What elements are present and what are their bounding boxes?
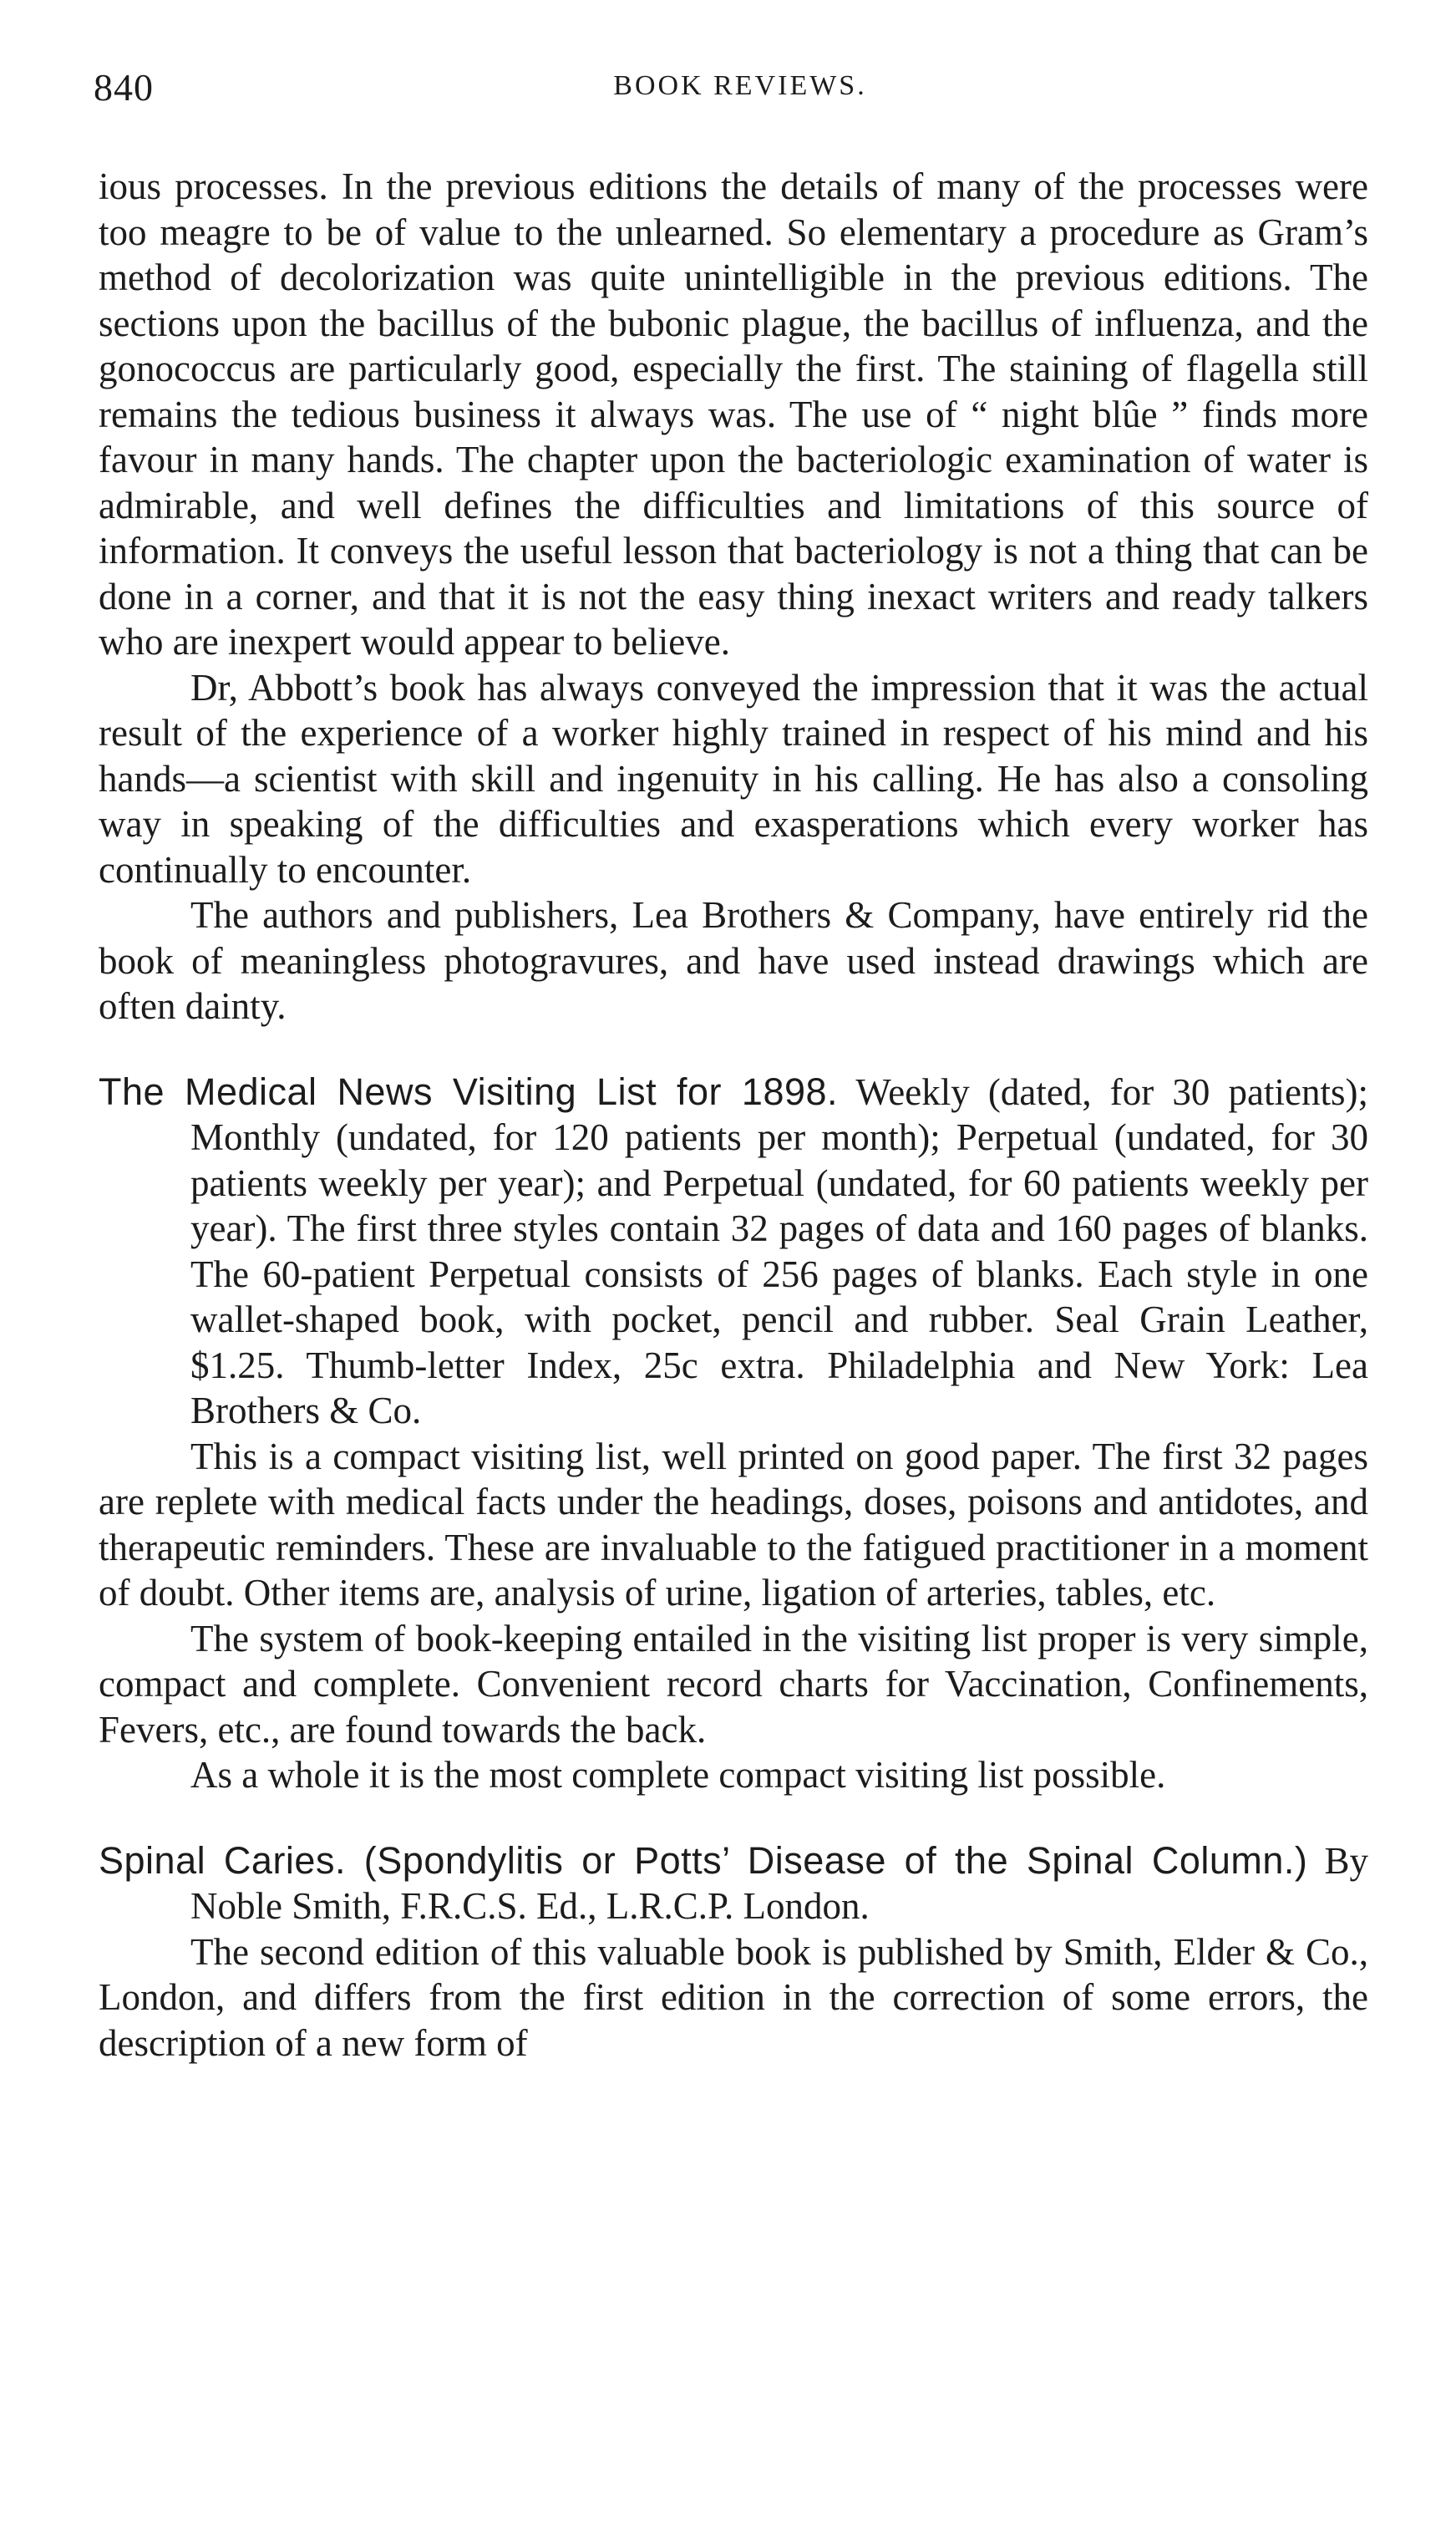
running-title: BOOK REVIEWS. [613, 70, 867, 101]
review-medical-news-visiting-list [99, 1070, 1368, 1798]
book-citation: Weekly (dated, for 30 patients); Monthly (undated, for 120 patients per month); Perpetual (undated, for 30 patients weekly per year); and Perpetual (undated, for 60 patients weekly per year). The first three styles contain 32 pages of data and 160 pages of blanks. The 60-patient Perpetual consists of 256 pages of blanks. Each style in one wallet-shaped book, with pocket, pencil and rubber. Seal Grain Leather, $1.25. Thumb-letter Index, 25c extra. Philadelphia and New York: Lea Brothers & Co. [190, 1070, 1368, 1431]
book-citation: By Noble Smith, F.R.C.S. Ed., L.R.C.P. London. [190, 1839, 1368, 1927]
body-paragraph: The system of book-keeping entailed in the visiting list proper is very simple, compact and complete. Convenient record charts for Vaccination, Confinements, Fevers, etc., are found towards the back. [99, 1617, 1368, 1751]
review-spinal-caries [99, 1838, 1368, 2066]
previous-review-continuation [99, 164, 1368, 1029]
review-heading [99, 1838, 1368, 1929]
body-paragraph: Dr, Abbott’s book has always conveyed the impression that it was the actual result of the experience of a worker highly trained in respect of his mind and his hands—a scientist with skill and ingenuity in his calling. He has also a consoling way in speaking of the difficulties and exasperations which every worker has continually to encounter. [99, 666, 1368, 891]
running-head [94, 65, 1387, 124]
body-paragraph: The second edition of this valuable book is published by Smith, Elder & Co., London, and differs from the first edition in the correction of some errors, the description of a new form of [99, 1930, 1368, 2064]
page-body [99, 164, 1368, 2066]
body-paragraph: This is a compact visiting list, well printed on good paper. The first 32 pages are replete with medical facts under the headings, doses, poisons and antidotes, and therapeutic reminders. These are invaluable to the fatigued practitioner in a moment of doubt. Other items are, analysis of urine, ligation of arteries, tables, etc. [99, 1435, 1368, 1614]
body-paragraph: The authors and publishers, Lea Brothers & Company, have entirely rid the book of meaningless photogravures, and have used instead drawings which are often dainty. [99, 894, 1368, 1027]
body-paragraph: ious processes. In the previous editions the details of many of the processes were too meagre to be of value to the unlearned. So elementary a procedure as Gram’s method of decolorization was quite unintelligible in the previous editions. The sections upon the bacillus of the bubonic plague, the bacillus of influenza, and the gonococcus are particularly good, especially the first. The staining of flagella still remains the tedious business it always was. The use of “ night blûe ” finds more favour in many hands. The chapter upon the bacteriologic examination of water is admirable, and well defines the difficulties and limitations of this source of information. It conveys the useful lesson that bacteriology is not a thing that can be done in a corner, and that it is not the easy thing inexact writers and ready talkers who are inexpert would appear to believe. [99, 165, 1368, 663]
book-title: Spinal Caries. (Spondylitis or Potts’ Disease of the Spinal Column.) [99, 1838, 1308, 1882]
page-number: 840 [94, 66, 154, 109]
review-heading [99, 1070, 1368, 1434]
body-paragraph: As a whole it is the most complete compact visiting list possible. [190, 1754, 1166, 1796]
book-title: The Medical News Visiting List for 1898. [99, 1070, 839, 1113]
